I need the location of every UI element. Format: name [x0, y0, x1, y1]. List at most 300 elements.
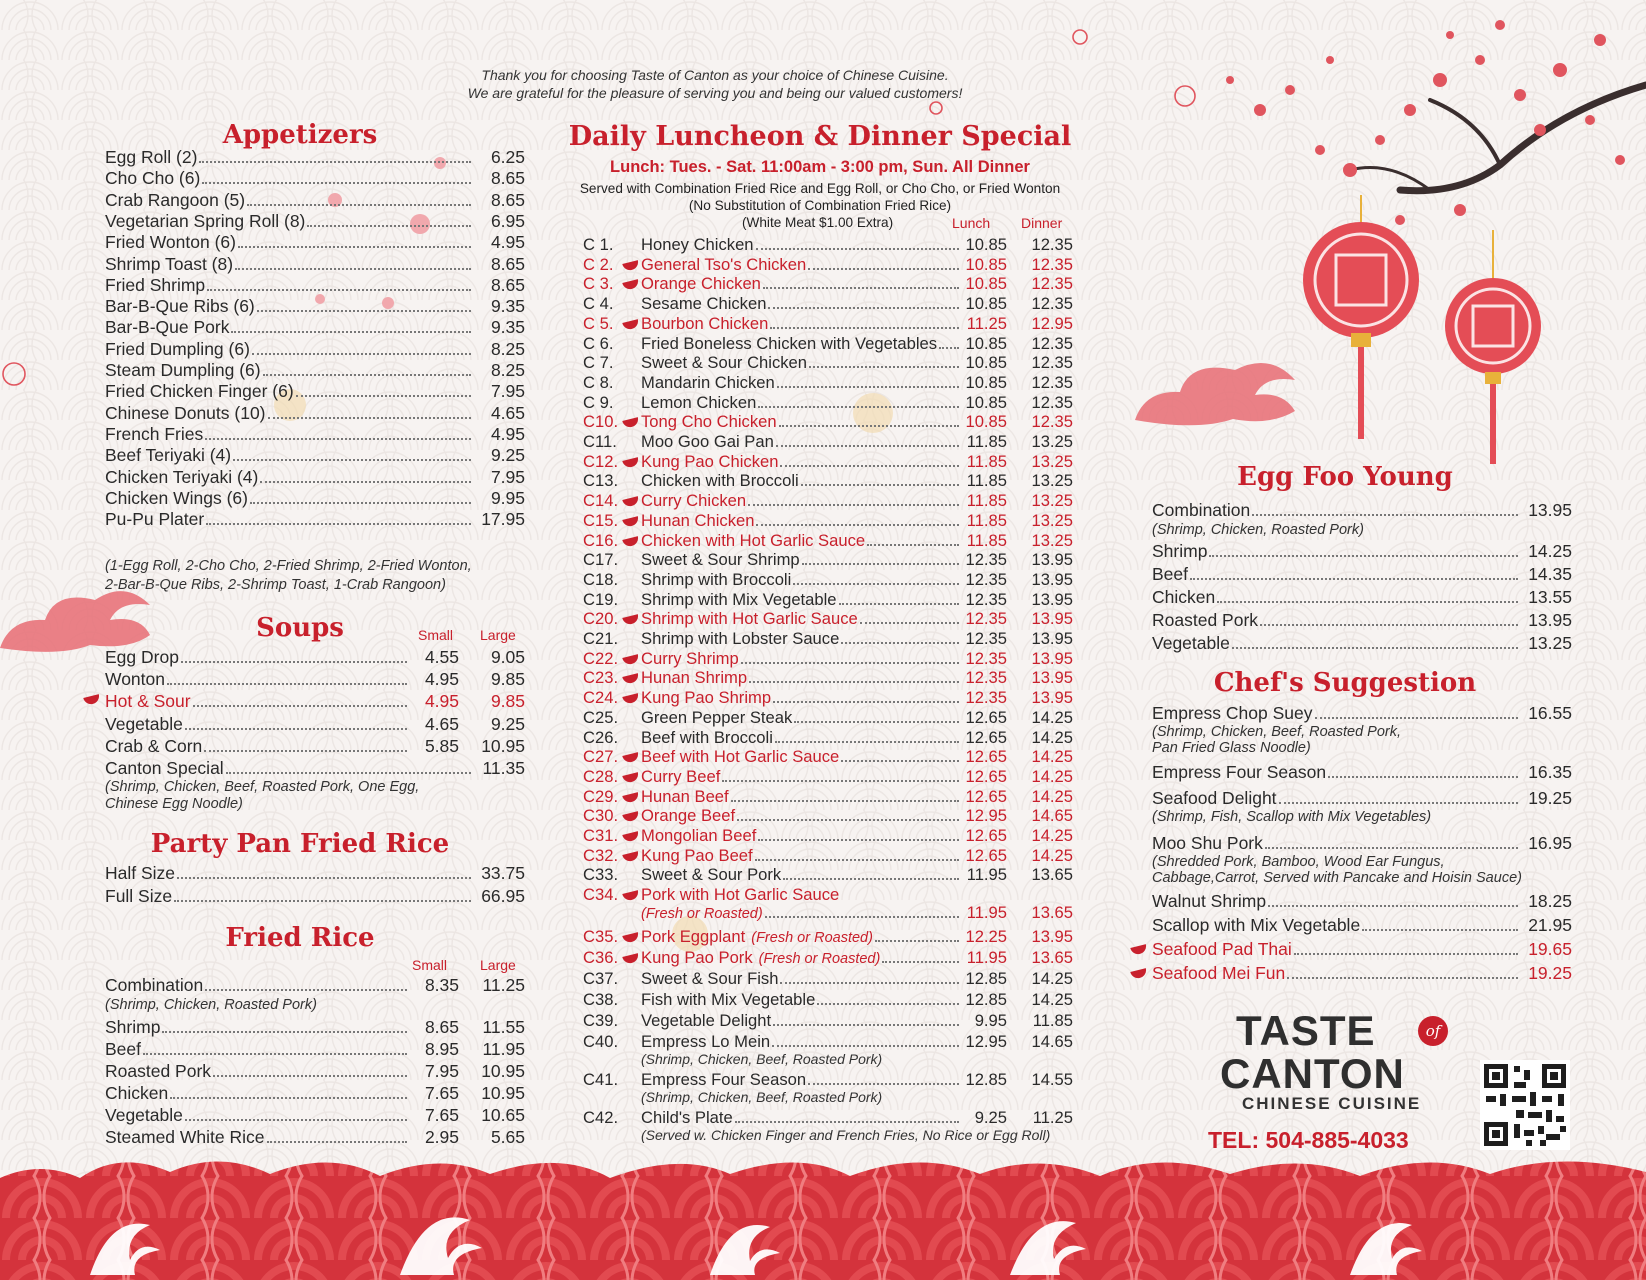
price-lunch: 12.95 — [965, 806, 1007, 826]
leader-dots — [1252, 502, 1518, 516]
appetizer-row — [105, 167, 525, 189]
item-code: C12. — [583, 451, 619, 471]
qr-code-icon[interactable] — [1480, 1060, 1570, 1150]
special-row — [583, 806, 1073, 826]
item-name: Kung Pao Chicken — [641, 451, 779, 471]
item-price: 19.65 — [1528, 939, 1572, 959]
price-lunch: 12.35 — [965, 589, 1007, 609]
item-price: 4.65 — [490, 402, 525, 423]
item-name: Steam Dumpling (6) — [105, 360, 261, 380]
leader-dots — [1268, 893, 1518, 907]
item-name: Sesame Chicken — [641, 294, 767, 314]
price-lunch: 9.25 — [974, 1108, 1007, 1127]
item-name: Hot & Sour — [105, 691, 191, 712]
leader-dots — [1265, 835, 1518, 849]
item-code: C19. — [583, 589, 619, 609]
appetizer-row — [105, 189, 525, 211]
leader-dots — [1260, 612, 1518, 626]
leader-dots — [773, 690, 959, 703]
leader-dots — [1287, 965, 1518, 979]
price-dinner: 12.35 — [1031, 353, 1073, 373]
appetizer-row — [105, 444, 525, 466]
leader-dots — [233, 447, 471, 461]
price-dinner: 14.25 — [1031, 747, 1073, 767]
price-small: 2.95 — [424, 1127, 459, 1147]
item-name: Empress Chop Suey — [1152, 703, 1313, 723]
leader-dots — [875, 929, 959, 942]
item-name: Orange Beef — [641, 806, 736, 826]
item-name: Vegetable Delight — [641, 1011, 772, 1030]
appetizer-row — [105, 210, 525, 232]
item-code: C15. — [583, 510, 619, 530]
price-small: 8.35 — [424, 975, 459, 995]
item-name: Crab Rangoon (5) — [105, 189, 246, 210]
appetizer-row — [105, 146, 525, 168]
item-price: 9.95 — [490, 487, 525, 508]
price-lunch: 12.35 — [965, 609, 1007, 629]
item-code: C24. — [583, 688, 619, 708]
leader-dots — [860, 611, 959, 624]
special-row — [583, 990, 1073, 1010]
item-name: Honey Chicken — [641, 235, 754, 254]
appetizer-row — [105, 274, 525, 296]
chef-suggestion-row — [1152, 914, 1572, 936]
price-lunch: 10.85 — [965, 274, 1007, 294]
chef-suggestion-row — [1152, 787, 1572, 809]
item-name: Mandarin Chicken — [641, 372, 775, 392]
price-small: 7.95 — [424, 1061, 459, 1081]
special-row — [583, 948, 1073, 969]
leader-dots — [185, 1107, 407, 1121]
leader-dots — [1328, 764, 1518, 778]
leader-dots — [205, 426, 471, 440]
item-code: C33. — [583, 865, 619, 885]
special-row — [583, 511, 1073, 531]
leader-dots — [204, 738, 407, 752]
item-price: 17.95 — [481, 509, 525, 530]
item-price: 8.65 — [490, 168, 525, 189]
item-name: Lemon Chicken — [641, 392, 757, 412]
fried-rice-col-large: Large — [480, 957, 516, 973]
leader-dots — [177, 865, 471, 879]
price-dinner: 13.95 — [1031, 550, 1073, 570]
item-code: C27. — [583, 747, 619, 767]
item-code: C21. — [583, 629, 619, 648]
item-name: French Fries — [105, 423, 204, 444]
price-dinner: 13.95 — [1031, 569, 1073, 589]
item-code: C37. — [583, 969, 619, 988]
leader-dots — [841, 749, 959, 762]
egg-foo-young-row — [1152, 586, 1572, 608]
appetizer-row — [105, 253, 525, 275]
egg-foo-young-row — [1152, 609, 1572, 631]
price-dinner: 14.25 — [1031, 845, 1073, 865]
price-small: 7.65 — [424, 1105, 459, 1125]
leader-dots — [772, 1034, 959, 1047]
price-small: 8.65 — [424, 1017, 459, 1037]
fried-rice-title: Fried Rice — [225, 923, 375, 953]
leader-dots — [793, 572, 959, 585]
special-row — [583, 629, 1073, 649]
appetizer-row — [105, 295, 525, 317]
special-row — [583, 452, 1073, 472]
item-name: Chicken Teriyaki (4) — [105, 466, 259, 487]
special-row — [583, 235, 1073, 255]
hot-spicy-icon — [84, 696, 102, 704]
leader-dots — [839, 592, 959, 605]
fried-rice-col-small: Small — [412, 957, 448, 973]
intro-line-1: Thank you for choosing Taste of Canton as your choice of Chinese Cuisine. — [481, 67, 949, 83]
leader-dots — [260, 469, 471, 483]
price-dinner: 12.35 — [1031, 294, 1073, 314]
item-code: C26. — [583, 727, 619, 747]
special-row — [583, 471, 1073, 491]
leader-dots — [181, 649, 407, 663]
price-lunch: 12.25 — [965, 927, 1007, 946]
item-name: Sweet & Sour Fish — [641, 969, 779, 988]
price-lunch: 12.65 — [965, 747, 1007, 767]
item-code: C36. — [583, 948, 619, 967]
leader-dots — [758, 828, 959, 841]
item-code: C13. — [583, 471, 619, 491]
item-name: Chicken with Broccoli — [641, 471, 799, 491]
item-name: Canton Special — [105, 758, 224, 778]
special-row — [583, 885, 1073, 905]
chef-note-1: (Shrimp, Chicken, Beef, Roasted Pork, — [1152, 724, 1402, 740]
item-name: Chicken — [1152, 587, 1216, 607]
price-lunch: 10.85 — [965, 372, 1007, 392]
item-code: C20. — [583, 609, 619, 629]
hot-spicy-icon — [623, 419, 641, 427]
hot-spicy-icon — [623, 794, 641, 802]
item-name: Crab & Corn — [105, 735, 203, 756]
price-dinner: 13.95 — [1031, 688, 1073, 708]
price-dinner: 13.95 — [1031, 648, 1073, 668]
special-row — [583, 1070, 1073, 1090]
item-price: 21.95 — [1528, 915, 1572, 935]
special-row — [583, 1011, 1073, 1031]
price-large: 9.85 — [490, 691, 525, 712]
chef-suggestion-row — [1152, 761, 1572, 783]
price-large: 10.65 — [481, 1105, 525, 1125]
item-code: C31. — [583, 826, 619, 845]
leader-dots — [247, 192, 471, 206]
appetizer-row — [105, 316, 525, 338]
leader-dots — [199, 149, 471, 163]
leader-dots — [174, 888, 471, 902]
price-dinner: 13.95 — [1031, 589, 1073, 609]
item-code: C 5. — [583, 313, 614, 333]
price-small: 4.95 — [424, 691, 459, 712]
leader-dots — [207, 277, 471, 291]
item-name: Egg Roll (2) — [105, 147, 198, 167]
item-name: Roasted Pork — [1152, 610, 1259, 630]
chef-suggestion-row — [1152, 962, 1572, 984]
item-name: Half Size — [105, 863, 176, 883]
item-name: Full Size — [105, 886, 173, 906]
special-row — [583, 826, 1073, 846]
item-name: Kung Pao Pork — [641, 948, 753, 967]
item-price: 33.75 — [481, 863, 525, 883]
chef-note-1: (Shrimp, Fish, Scallop with Mix Vegetables) — [1152, 809, 1432, 825]
item-name: Hunan Beef — [641, 786, 729, 806]
hot-spicy-icon — [623, 934, 641, 942]
leader-dots — [779, 414, 959, 427]
leader-dots — [809, 355, 959, 368]
price-dinner: 13.95 — [1031, 668, 1073, 688]
item-code: C42. — [583, 1108, 619, 1127]
price-dinner: 12.35 — [1031, 372, 1073, 392]
item-name: Sweet & Sour Pork — [641, 865, 782, 885]
item-price: 4.95 — [490, 232, 525, 253]
special-row — [583, 767, 1073, 787]
price-lunch: 11.95 — [966, 903, 1007, 923]
leader-dots — [202, 170, 471, 184]
chef-suggestion-row — [1152, 702, 1572, 724]
chef-suggestion-title: Chef's Suggestion — [1213, 668, 1477, 698]
price-lunch: 11.95 — [966, 948, 1007, 967]
leader-dots — [193, 693, 407, 707]
item-name: Curry Chicken — [641, 491, 747, 511]
item-code: C28. — [583, 766, 619, 786]
price-large: 10.95 — [481, 735, 525, 756]
leader-dots — [185, 716, 407, 730]
item-code: C16. — [583, 530, 619, 550]
leader-dots — [722, 769, 959, 782]
phone-number[interactable]: TEL: 504-885-4033 — [1208, 1127, 1409, 1153]
brand-subtitle: CHINESE CUISINE — [1242, 1094, 1422, 1113]
hot-spicy-icon — [1131, 970, 1149, 978]
price-large: 9.25 — [490, 713, 525, 734]
price-lunch: 9.95 — [974, 1011, 1007, 1030]
fried-rice-row — [105, 1038, 525, 1060]
price-lunch: 12.65 — [965, 826, 1007, 845]
hot-spicy-icon — [623, 616, 641, 624]
item-name: Moo Shu Pork — [1152, 833, 1263, 853]
leader-dots — [231, 319, 471, 333]
leader-dots — [741, 651, 959, 664]
price-lunch: 10.85 — [965, 353, 1007, 373]
price-small: 8.95 — [424, 1039, 459, 1059]
item-code: C18. — [583, 569, 619, 589]
price-large: 11.95 — [482, 1039, 525, 1059]
leader-dots — [755, 848, 959, 861]
chef-suggestion-row — [1152, 938, 1572, 960]
price-small: 4.55 — [424, 647, 459, 667]
leader-dots — [749, 670, 959, 683]
canton-special-note-2: Chinese Egg Noodle) — [105, 796, 243, 812]
price-lunch: 12.65 — [965, 707, 1007, 727]
hot-spicy-icon — [623, 675, 641, 683]
price-lunch: 10.85 — [965, 392, 1007, 412]
special-row — [583, 609, 1073, 629]
item-code: C32. — [583, 845, 619, 865]
pupu-note-2: 2-Bar-B-Que Ribs, 2-Shrimp Toast, 1-Crab Rangoon) — [105, 577, 446, 593]
leader-dots — [205, 977, 407, 991]
item-name: Green Pepper Steak — [641, 707, 793, 727]
leader-dots — [780, 454, 959, 467]
item-code: C38. — [583, 990, 619, 1009]
hot-spicy-icon — [623, 695, 641, 703]
item-sub-note: (Fresh or Roasted) — [641, 906, 763, 923]
special-row — [583, 927, 1073, 948]
item-price: 19.25 — [1528, 963, 1572, 983]
white-meat-note: (White Meat $1.00 Extra) — [742, 215, 894, 230]
hot-spicy-icon — [623, 656, 641, 664]
leader-dots — [257, 298, 471, 312]
item-code: C23. — [583, 668, 619, 688]
price-lunch: 12.65 — [965, 766, 1007, 786]
item-name: Chinese Donuts (10) — [105, 402, 266, 423]
special-row — [583, 787, 1073, 807]
chef-note-2: Cabbage,Carrot, Served with Pancake and Hoisin Sauce) — [1152, 870, 1522, 886]
item-name: Steamed White Rice — [105, 1127, 265, 1147]
special-row — [583, 432, 1073, 452]
soup-row — [105, 735, 525, 757]
special-row — [583, 649, 1073, 669]
special-row — [583, 294, 1073, 314]
price-dinner: 12.35 — [1031, 235, 1073, 254]
party-rice-row — [105, 885, 525, 907]
price-lunch: 12.35 — [965, 629, 1007, 648]
item-name: Pork with Hot Garlic Sauce — [641, 885, 840, 905]
canton-special-note-1: (Shrimp, Chicken, Beef, Roasted Pork, One Egg, — [105, 779, 420, 795]
special-row — [583, 865, 1073, 885]
item-name: Shrimp with Mix Vegetable — [641, 589, 837, 609]
price-dinner: 13.25 — [1031, 471, 1073, 491]
fried-rice-row — [105, 1126, 525, 1148]
price-dinner: 14.25 — [1031, 727, 1073, 747]
price-dinner: 13.25 — [1031, 491, 1073, 511]
leader-dots — [735, 1110, 959, 1123]
special-row — [583, 969, 1073, 989]
daily-special-title: Daily Luncheon & Dinner Special — [568, 121, 1072, 152]
price-lunch: 12.65 — [965, 845, 1007, 865]
price-dinner: 14.25 — [1031, 990, 1073, 1009]
price-lunch: 11.85 — [966, 432, 1007, 451]
item-name: Fried Boneless Chicken with Vegetables — [641, 333, 938, 353]
price-lunch: 12.35 — [965, 688, 1007, 708]
item-code: C 6. — [583, 333, 614, 353]
special-row-cont — [583, 903, 1073, 924]
special-row — [583, 728, 1073, 748]
fried-rice-row — [105, 1104, 525, 1126]
special-row — [583, 274, 1073, 294]
price-dinner: 14.55 — [1031, 1070, 1073, 1089]
item-name: Shrimp — [105, 1017, 161, 1037]
item-name: Vegetarian Spring Roll (8) — [105, 210, 306, 231]
item-price: 9.25 — [490, 445, 525, 466]
price-large: 9.85 — [490, 669, 525, 690]
item-price: 66.95 — [481, 886, 525, 906]
leader-dots — [206, 511, 471, 525]
item-code: C35. — [583, 927, 619, 946]
special-row — [583, 531, 1073, 551]
price-lunch: 10.85 — [965, 333, 1007, 353]
leader-dots — [748, 493, 959, 506]
price-dinner: 13.95 — [1031, 927, 1073, 946]
item-name: Combination — [1152, 500, 1251, 520]
item-price: 7.95 — [490, 381, 525, 402]
brand-logo — [1200, 1007, 1450, 1114]
item-code: C 1. — [583, 235, 614, 254]
item-name: Vegetable — [1152, 633, 1230, 653]
leader-dots — [250, 490, 471, 504]
price-dinner: 13.95 — [1031, 629, 1073, 648]
item-code: C11. — [583, 432, 617, 451]
item-price: 14.35 — [1528, 564, 1572, 584]
leader-dots — [235, 256, 471, 270]
price-dinner: 14.25 — [1031, 826, 1073, 845]
price-small: 5.85 — [424, 735, 459, 756]
item-name: Empress Four Season — [1152, 762, 1327, 782]
item-name: Shrimp with Lobster Sauce — [641, 629, 840, 648]
price-dinner: 13.65 — [1031, 903, 1073, 923]
item-price: 8.25 — [490, 360, 525, 380]
leader-dots — [307, 213, 471, 227]
special-row — [583, 570, 1073, 590]
leader-dots — [780, 971, 959, 984]
item-price: 16.95 — [1528, 833, 1572, 853]
price-lunch: 10.85 — [965, 254, 1007, 274]
price-small: 4.65 — [424, 713, 459, 734]
efy-combo-note: (Shrimp, Chicken, Roasted Pork) — [1152, 522, 1364, 538]
special-note: (Served w. Chicken Finger and French Fries, No Rice or Egg Roll) — [641, 1127, 1051, 1143]
leader-dots — [817, 992, 959, 1005]
brand-taste: TASTE — [1236, 1007, 1376, 1054]
special-row — [583, 590, 1073, 610]
item-code: C 9. — [583, 392, 614, 412]
item-name: Cho Cho (6) — [105, 168, 201, 189]
item-code: C 3. — [583, 274, 614, 294]
item-name: Beef with Broccoli — [641, 727, 773, 747]
item-name: Fried Dumpling (6) — [105, 338, 250, 359]
item-price: 13.95 — [1528, 610, 1572, 630]
appetizer-row — [105, 380, 525, 402]
leader-dots — [765, 905, 959, 918]
hot-spicy-icon — [623, 262, 641, 270]
item-name: Curry Beef — [641, 766, 721, 786]
hot-spicy-icon — [1131, 946, 1149, 954]
item-price: 7.95 — [490, 466, 525, 487]
item-code: C29. — [583, 786, 619, 806]
price-dinner: 11.85 — [1032, 1011, 1073, 1030]
price-dinner: 14.25 — [1031, 766, 1073, 786]
item-name: Bar-B-Que Pork — [105, 317, 230, 338]
price-dinner: 13.95 — [1031, 609, 1073, 629]
leader-dots — [1294, 941, 1518, 955]
fried-rice-row — [105, 1082, 525, 1104]
item-name: Curry Shrimp — [641, 648, 739, 668]
fried-rice-combo-note: (Shrimp, Chicken, Roasted Pork) — [105, 997, 317, 1013]
fried-rice-row — [105, 1060, 525, 1082]
item-price: 13.55 — [1528, 587, 1572, 607]
leader-dots — [794, 710, 959, 723]
item-name: Beef — [105, 1039, 141, 1059]
leader-dots — [756, 513, 959, 526]
item-name: Shrimp with Hot Garlic Sauce — [641, 609, 858, 629]
item-code: C40. — [583, 1032, 619, 1051]
appetizers-title: Appetizers — [222, 120, 378, 150]
leader-dots — [1209, 543, 1518, 557]
leader-dots — [1362, 917, 1518, 931]
price-lunch: 12.65 — [965, 786, 1007, 806]
item-code: C34. — [583, 885, 619, 905]
pupu-note-1: (1-Egg Roll, 2-Cho Cho, 2-Fried Shrimp, 2-Fried Wonton, — [105, 558, 472, 574]
price-lunch: 12.95 — [965, 1032, 1007, 1051]
price-small: 7.65 — [424, 1083, 459, 1103]
price-lunch: 11.85 — [966, 510, 1007, 530]
